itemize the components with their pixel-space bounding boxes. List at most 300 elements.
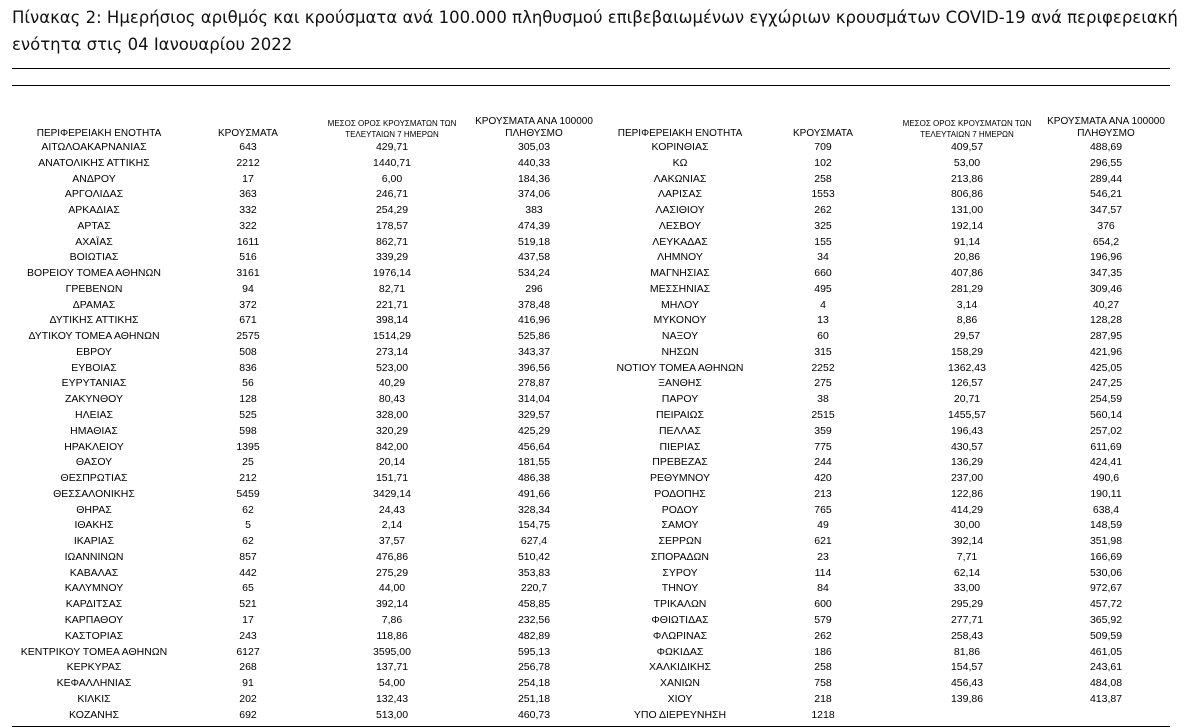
table-row bbox=[0, 298, 1184, 314]
left-per100k-cell: 254,18 bbox=[517, 677, 551, 690]
right-cases-cell: 765 bbox=[814, 503, 832, 516]
left-region-cell: ΘΕΣΣΑΛΟΝΙΚΗΣ bbox=[53, 487, 135, 500]
right-cases-cell: 495 bbox=[814, 282, 832, 295]
right-region-cell: ΧΙΟΥ bbox=[667, 692, 693, 705]
right-cases-cell: 218 bbox=[814, 692, 832, 705]
table-row bbox=[0, 140, 1184, 156]
table-row bbox=[0, 282, 1184, 298]
left-avg7-cell: 275,29 bbox=[375, 566, 409, 579]
right-per100k-cell: 484,08 bbox=[1089, 677, 1123, 690]
left-per100k-cell: 374,06 bbox=[517, 188, 551, 201]
left-cases-cell: 62 bbox=[242, 503, 254, 516]
left-per100k-cell: 396,56 bbox=[517, 361, 551, 374]
right-per100k-cell: 196,96 bbox=[1089, 251, 1123, 264]
right-cases-cell: 315 bbox=[814, 345, 832, 358]
right-avg7-cell: 192,14 bbox=[950, 219, 984, 232]
left-region-cell: ΑΙΤΩΛΟΑΚΑΡΝΑΝΙΑΣ bbox=[41, 141, 147, 153]
right-avg7-cell: 131,00 bbox=[950, 204, 984, 217]
left-region-cell: ΗΜΑΘΙΑΣ bbox=[70, 424, 118, 437]
left-per100k-cell: 491,66 bbox=[517, 487, 551, 500]
header-avg7-right: ΜΕΣΟΣ ΟΡΟΣ ΚΡΟΥΣΜΑΤΩΝ ΤΩΝ ΤΕΛΕΥΤΑΙΩΝ 7 ΗΜΕΡΩΝ bbox=[902, 119, 1032, 139]
left-cases-cell: 332 bbox=[239, 204, 257, 217]
left-region-cell: ΚΑΛΥΜΝΟΥ bbox=[64, 582, 124, 595]
right-per100k-cell: 546,21 bbox=[1089, 188, 1123, 201]
right-per100k-cell: 296,55 bbox=[1089, 156, 1123, 169]
left-per100k-cell: 383 bbox=[525, 204, 543, 217]
right-avg7-cell: 62,14 bbox=[953, 566, 981, 579]
right-per100k-cell: 347,35 bbox=[1089, 267, 1123, 280]
right-per100k-cell: 972,67 bbox=[1089, 582, 1123, 595]
right-cases-cell: 258 bbox=[814, 172, 832, 185]
table-row bbox=[0, 550, 1184, 566]
right-cases-cell: 1553 bbox=[811, 188, 835, 201]
left-cases-cell: 5459 bbox=[236, 487, 260, 500]
header-cases-right: ΚΡΟΥΣΜΑΤΑ bbox=[793, 128, 853, 139]
left-avg7-cell: 246,71 bbox=[375, 188, 409, 201]
right-per100k-cell: 254,59 bbox=[1089, 393, 1123, 406]
right-region-cell: ΜΕΣΣΗΝΙΑΣ bbox=[649, 282, 711, 295]
left-per100k-cell: 525,86 bbox=[517, 330, 551, 343]
left-per100k-cell: 353,83 bbox=[517, 566, 551, 579]
table-row bbox=[0, 361, 1184, 377]
table-row bbox=[0, 597, 1184, 613]
left-region-cell: ΗΛΕΙΑΣ bbox=[74, 409, 113, 422]
right-per100k-cell: 365,92 bbox=[1089, 613, 1123, 626]
left-region-cell: ΚΕΡΚΥΡΑΣ bbox=[66, 661, 122, 674]
left-per100k-cell: 220,7 bbox=[520, 582, 548, 595]
left-region-cell: ΙΚΑΡΙΑΣ bbox=[73, 535, 115, 548]
table-row bbox=[0, 503, 1184, 519]
left-region-cell: ΚΑΡΔΙΤΣΑΣ bbox=[65, 598, 123, 611]
left-avg7-cell: 328,00 bbox=[375, 409, 409, 422]
left-cases-cell: 508 bbox=[239, 345, 257, 358]
right-avg7-cell: 53,00 bbox=[953, 156, 981, 169]
left-region-cell: ΔΥΤΙΚΟΥ ΤΟΜΕΑ ΑΘΗΝΩΝ bbox=[28, 330, 160, 343]
right-cases-cell: 155 bbox=[814, 235, 832, 248]
left-region-cell: ΚΑΡΠΑΘΟΥ bbox=[64, 613, 124, 626]
table-row bbox=[0, 534, 1184, 550]
left-region-cell: ΖΑΚΥΝΘΟΥ bbox=[64, 393, 123, 406]
right-region-cell: ΝΗΣΩΝ bbox=[661, 345, 699, 358]
right-per100k-cell: 488,69 bbox=[1089, 141, 1123, 153]
left-avg7-cell: 1514,29 bbox=[373, 330, 411, 343]
right-cases-cell: 60 bbox=[817, 330, 829, 343]
left-cases-cell: 372 bbox=[239, 298, 257, 311]
right-region-cell: ΛΑΚΩΝΙΑΣ bbox=[653, 172, 707, 185]
left-per100k-cell: 232,56 bbox=[517, 613, 551, 626]
table-row bbox=[0, 392, 1184, 408]
right-cases-cell: 84 bbox=[817, 582, 829, 595]
right-region-cell: ΤΗΝΟΥ bbox=[661, 582, 699, 595]
right-region-cell: ΡΟΔΟΥ bbox=[661, 503, 699, 516]
data-table bbox=[0, 140, 1184, 723]
right-avg7-cell: 139,86 bbox=[950, 692, 984, 705]
right-per100k-cell: 128,28 bbox=[1089, 314, 1123, 327]
left-cases-cell: 6127 bbox=[236, 645, 260, 658]
left-cases-cell: 322 bbox=[239, 219, 257, 232]
left-avg7-cell: 80,43 bbox=[378, 393, 406, 406]
right-avg7-cell: 122,86 bbox=[950, 487, 984, 500]
header-per100k-right: ΚΡΟΥΣΜΑΤΑ ΑΝΑ 100000 ΠΛΗΘΥΣΜΟ bbox=[1047, 116, 1165, 139]
left-cases-cell: 1395 bbox=[236, 440, 260, 453]
table-row bbox=[0, 345, 1184, 361]
table-row bbox=[0, 613, 1184, 629]
left-avg7-cell: 40,29 bbox=[378, 377, 406, 390]
left-per100k-cell: 437,58 bbox=[517, 251, 551, 264]
header-per100k-left: ΚΡΟΥΣΜΑΤΑ ΑΝΑ 100000 ΠΛΗΘΥΣΜΟ bbox=[475, 116, 593, 139]
table-row bbox=[0, 708, 1184, 724]
left-region-cell: ΙΘΑΚΗΣ bbox=[74, 519, 114, 532]
left-cases-cell: 442 bbox=[239, 566, 257, 579]
table-row bbox=[0, 219, 1184, 235]
right-cases-cell: 775 bbox=[814, 440, 832, 453]
right-per100k-cell: 243,61 bbox=[1089, 661, 1123, 674]
right-per100k-cell: 424,41 bbox=[1089, 456, 1123, 469]
right-cases-cell: 2252 bbox=[811, 361, 835, 374]
right-cases-cell: 2515 bbox=[811, 409, 835, 422]
left-cases-cell: 2212 bbox=[236, 156, 260, 169]
left-per100k-cell: 296 bbox=[525, 282, 543, 295]
table-row bbox=[0, 440, 1184, 456]
left-per100k-cell: 256,78 bbox=[517, 661, 551, 674]
table-row bbox=[0, 156, 1184, 172]
right-region-cell: ΞΑΝΘΗΣ bbox=[658, 377, 702, 390]
right-per100k-cell: 148,59 bbox=[1089, 519, 1123, 532]
right-region-cell: ΠΡΕΒΕΖΑΣ bbox=[652, 456, 708, 469]
right-cases-cell: 758 bbox=[814, 677, 832, 690]
table-title: Πίνακας 2: Ημερήσιος αριθμός και κρούσματα ανά 100.000 πληθυσμού επιβεβαιωμένων εγχώριων κρουσμάτων COVID-19 ανά περιφερειακή ενότητα στις 04 Ιανουαρίου 2022 bbox=[12, 8, 1178, 54]
header-region-right: ΠΕΡΙΦΕΡΕΙΑΚΗ ΕΝΟΤΗΤΑ bbox=[617, 128, 743, 139]
right-cases-cell: 23 bbox=[817, 550, 829, 563]
right-avg7-cell: 20,71 bbox=[953, 393, 981, 406]
right-per100k-cell: 654,2 bbox=[1092, 235, 1120, 248]
right-avg7-cell: 407,86 bbox=[950, 267, 984, 280]
left-per100k-cell: 474,39 bbox=[517, 219, 551, 232]
right-region-cell: ΡΟΔΟΠΗΣ bbox=[654, 487, 706, 500]
table-row bbox=[0, 408, 1184, 424]
table-row bbox=[0, 250, 1184, 266]
right-per100k-cell: 413,87 bbox=[1089, 692, 1123, 705]
header-avg7-left: ΜΕΣΟΣ ΟΡΟΣ ΚΡΟΥΣΜΑΤΩΝ ΤΩΝ ΤΕΛΕΥΤΑΙΩΝ 7 ΗΜΕΡΩΝ bbox=[327, 119, 457, 139]
left-region-cell: ΑΧΑΪΑΣ bbox=[75, 235, 113, 248]
left-cases-cell: 56 bbox=[242, 377, 254, 390]
left-region-cell: ΕΥΒΟΙΑΣ bbox=[71, 361, 117, 374]
right-per100k-cell: 425,05 bbox=[1089, 361, 1123, 374]
right-avg7-cell: 295,29 bbox=[950, 598, 984, 611]
left-region-cell: ΔΡΑΜΑΣ bbox=[72, 298, 116, 311]
table-row bbox=[0, 660, 1184, 676]
right-region-cell: ΡΕΘΥΜΝΟΥ bbox=[649, 472, 710, 485]
right-cases-cell: 709 bbox=[814, 141, 832, 153]
table-row bbox=[0, 487, 1184, 503]
left-region-cell: ΚΑΒΑΛΑΣ bbox=[69, 566, 119, 579]
right-per100k-cell: 289,44 bbox=[1089, 172, 1123, 185]
right-avg7-cell: 414,29 bbox=[950, 503, 984, 516]
right-per100k-cell: 287,95 bbox=[1089, 330, 1123, 343]
left-avg7-cell: 3595,00 bbox=[373, 645, 411, 658]
left-cases-cell: 836 bbox=[239, 361, 257, 374]
left-per100k-cell: 278,87 bbox=[517, 377, 551, 390]
right-cases-cell: 359 bbox=[814, 424, 832, 437]
left-per100k-cell: 456,64 bbox=[517, 440, 551, 453]
left-per100k-cell: 458,85 bbox=[517, 598, 551, 611]
left-region-cell: ΕΥΡΥΤΑΝΙΑΣ bbox=[61, 377, 127, 390]
right-cases-cell: 325 bbox=[814, 219, 832, 232]
header-region-left: ΠΕΡΙΦΕΡΕΙΑΚΗ ΕΝΟΤΗΤΑ bbox=[36, 128, 162, 139]
right-avg7-cell: 158,29 bbox=[950, 345, 984, 358]
right-avg7-cell: 213,86 bbox=[950, 172, 984, 185]
left-cases-cell: 643 bbox=[239, 141, 257, 153]
right-avg7-cell: 409,57 bbox=[950, 141, 984, 153]
right-avg7-cell: 258,43 bbox=[950, 629, 984, 642]
left-cases-cell: 671 bbox=[239, 314, 257, 327]
right-region-cell: ΛΑΣΙΘΙΟΥ bbox=[655, 204, 705, 217]
right-avg7-cell: 281,29 bbox=[950, 282, 984, 295]
table-row bbox=[0, 566, 1184, 582]
left-per100k-cell: 440,33 bbox=[517, 156, 551, 169]
left-per100k-cell: 595,13 bbox=[517, 645, 551, 658]
right-avg7-cell: 29,57 bbox=[953, 330, 981, 343]
left-avg7-cell: 513,00 bbox=[375, 708, 409, 721]
right-cases-cell: 38 bbox=[817, 393, 829, 406]
left-avg7-cell: 392,14 bbox=[375, 598, 409, 611]
right-per100k-cell: 257,02 bbox=[1089, 424, 1123, 437]
left-avg7-cell: 137,71 bbox=[375, 661, 409, 674]
right-per100k-cell: 611,69 bbox=[1090, 440, 1122, 453]
right-avg7-cell: 20,86 bbox=[953, 251, 981, 264]
table-row bbox=[0, 518, 1184, 534]
left-region-cell: ΓΡΕΒΕΝΩΝ bbox=[65, 282, 123, 295]
right-avg7-cell: 196,43 bbox=[950, 424, 984, 437]
right-avg7-cell: 81,86 bbox=[953, 645, 981, 658]
table-row bbox=[0, 471, 1184, 487]
left-per100k-cell: 425,29 bbox=[517, 424, 551, 437]
left-avg7-cell: 842,00 bbox=[375, 440, 409, 453]
right-per100k-cell: 530,06 bbox=[1089, 566, 1123, 579]
right-cases-cell: 420 bbox=[814, 472, 832, 485]
right-per100k-cell: 376 bbox=[1097, 219, 1115, 232]
left-region-cell: ΑΝΔΡΟΥ bbox=[72, 172, 116, 185]
right-per100k-cell: 309,46 bbox=[1089, 282, 1123, 295]
right-region-cell: ΣΠΟΡΑΔΩΝ bbox=[651, 550, 709, 563]
right-region-cell: ΜΗΛΟΥ bbox=[661, 298, 699, 311]
left-region-cell: ΒΟΙΩΤΙΑΣ bbox=[69, 251, 119, 264]
right-avg7-cell: 237,00 bbox=[950, 472, 984, 485]
left-cases-cell: 17 bbox=[242, 613, 254, 626]
left-cases-cell: 598 bbox=[239, 424, 257, 437]
left-avg7-cell: 37,57 bbox=[378, 535, 406, 548]
right-region-cell: ΣΥΡΟΥ bbox=[662, 566, 698, 579]
left-region-cell: ΚΕΝΤΡΙΚΟΥ ΤΟΜΕΑ ΑΘΗΝΩΝ bbox=[20, 645, 168, 658]
table-row bbox=[0, 172, 1184, 188]
right-region-cell: ΥΠΟ ΔΙΕΡΕΥΝΗΣΗ bbox=[633, 708, 727, 721]
right-cases-cell: 262 bbox=[814, 629, 832, 642]
right-region-cell: ΧΑΛΚΙΔΙΚΗΣ bbox=[649, 661, 711, 674]
table-row bbox=[0, 203, 1184, 219]
right-per100k-cell: 247,25 bbox=[1089, 377, 1123, 390]
left-avg7-cell: 44,00 bbox=[378, 582, 406, 595]
left-per100k-cell: 305,03 bbox=[517, 141, 551, 153]
right-cases-cell: 114 bbox=[814, 566, 832, 579]
left-avg7-cell: 398,14 bbox=[375, 314, 409, 327]
left-avg7-cell: 54,00 bbox=[378, 677, 406, 690]
table-row bbox=[0, 676, 1184, 692]
right-cases-cell: 102 bbox=[814, 156, 832, 169]
left-cases-cell: 268 bbox=[239, 661, 257, 674]
left-region-cell: ΕΒΡΟΥ bbox=[76, 345, 112, 358]
left-cases-cell: 65 bbox=[242, 582, 254, 595]
left-avg7-cell: 1976,14 bbox=[373, 267, 411, 280]
right-region-cell: ΣΑΜΟΥ bbox=[661, 519, 699, 532]
right-region-cell: ΛΕΣΒΟΥ bbox=[658, 219, 702, 232]
left-per100k-cell: 486,38 bbox=[517, 472, 551, 485]
right-cases-cell: 213 bbox=[814, 487, 832, 500]
right-avg7-cell: 136,29 bbox=[950, 456, 984, 469]
right-cases-cell: 34 bbox=[817, 251, 829, 264]
right-avg7-cell: 430,57 bbox=[950, 440, 984, 453]
left-avg7-cell: 221,71 bbox=[375, 298, 409, 311]
right-region-cell: ΦΘΙΩΤΙΔΑΣ bbox=[651, 613, 709, 626]
table-row bbox=[0, 424, 1184, 440]
left-avg7-cell: 862,71 bbox=[375, 235, 409, 248]
left-avg7-cell: 429,71 bbox=[375, 141, 409, 153]
left-region-cell: ΘΕΣΠΡΩΤΙΑΣ bbox=[60, 472, 128, 485]
left-avg7-cell: 320,29 bbox=[375, 424, 409, 437]
right-per100k-cell: 190,11 bbox=[1090, 487, 1122, 500]
right-per100k-cell: 166,69 bbox=[1089, 550, 1123, 563]
right-avg7-cell: 1455,57 bbox=[948, 409, 986, 422]
table-row bbox=[0, 581, 1184, 597]
left-cases-cell: 243 bbox=[239, 629, 257, 642]
right-avg7-cell: 3,14 bbox=[956, 298, 978, 311]
left-cases-cell: 1611 bbox=[236, 235, 260, 248]
right-avg7-cell: 7,71 bbox=[956, 550, 978, 563]
table-row bbox=[0, 645, 1184, 661]
left-region-cell: ΘΑΣΟΥ bbox=[75, 456, 113, 469]
left-cases-cell: 3161 bbox=[236, 267, 260, 280]
right-avg7-cell: 277,71 bbox=[950, 613, 984, 626]
right-avg7-cell: 154,57 bbox=[950, 661, 984, 674]
right-avg7-cell: 126,57 bbox=[950, 377, 984, 390]
left-region-cell: ΔΥΤΙΚΗΣ ΑΤΤΙΚΗΣ bbox=[49, 314, 139, 327]
left-region-cell: ΚΙΛΚΙΣ bbox=[77, 692, 111, 705]
left-region-cell: ΒΟΡΕΙΟΥ ΤΟΜΕΑ ΑΘΗΝΩΝ bbox=[27, 267, 161, 280]
table-row bbox=[0, 376, 1184, 392]
left-per100k-cell: 627,4 bbox=[520, 535, 548, 548]
top-rule bbox=[12, 68, 1170, 69]
left-per100k-cell: 181,55 bbox=[517, 456, 551, 469]
left-region-cell: ΑΡΚΑΔΙΑΣ bbox=[68, 204, 120, 217]
left-region-cell: ΑΝΑΤΟΛΙΚΗΣ ΑΤΤΙΚΗΣ bbox=[38, 156, 150, 169]
right-region-cell: ΣΕΡΡΩΝ bbox=[658, 535, 702, 548]
right-cases-cell: 258 bbox=[814, 661, 832, 674]
right-cases-cell: 1218 bbox=[811, 708, 835, 721]
left-region-cell: ΑΡΓΟΛΙΔΑΣ bbox=[64, 188, 124, 201]
left-cases-cell: 91 bbox=[242, 677, 254, 690]
left-region-cell: ΚΕΦΑΛΛΗΝΙΑΣ bbox=[56, 677, 132, 690]
table-row bbox=[0, 235, 1184, 251]
left-cases-cell: 5 bbox=[245, 519, 251, 532]
left-per100k-cell: 460,73 bbox=[517, 708, 551, 721]
left-per100k-cell: 416,96 bbox=[517, 314, 551, 327]
right-region-cell: ΚΟΡΙΝΘΙΑΣ bbox=[651, 141, 709, 153]
table-row bbox=[0, 692, 1184, 708]
left-cases-cell: 525 bbox=[239, 409, 257, 422]
left-avg7-cell: 273,14 bbox=[375, 345, 409, 358]
left-per100k-cell: 184,36 bbox=[517, 172, 551, 185]
left-per100k-cell: 534,24 bbox=[517, 267, 551, 280]
left-avg7-cell: 82,71 bbox=[378, 282, 406, 295]
right-avg7-cell: 392,14 bbox=[950, 535, 984, 548]
left-avg7-cell: 476,86 bbox=[375, 550, 409, 563]
left-per100k-cell: 343,37 bbox=[517, 345, 551, 358]
left-per100k-cell: 328,34 bbox=[517, 503, 551, 516]
right-region-cell: ΠΑΡΟΥ bbox=[661, 393, 699, 406]
right-region-cell: ΜΥΚΟΝΟΥ bbox=[653, 314, 707, 327]
right-per100k-cell: 421,96 bbox=[1089, 345, 1123, 358]
right-avg7-cell: 91,14 bbox=[953, 235, 981, 248]
right-region-cell: ΤΡΙΚΑΛΩΝ bbox=[653, 598, 707, 611]
right-avg7-cell: 806,86 bbox=[950, 188, 984, 201]
table-row bbox=[0, 313, 1184, 329]
left-cases-cell: 521 bbox=[239, 598, 257, 611]
right-cases-cell: 4 bbox=[820, 298, 826, 311]
right-region-cell: ΝΑΞΟΥ bbox=[661, 330, 699, 343]
right-region-cell: ΠΕΛΛΑΣ bbox=[658, 424, 702, 437]
left-avg7-cell: 132,43 bbox=[375, 692, 409, 705]
bottom-rule bbox=[12, 726, 1170, 727]
right-avg7-cell: 456,43 bbox=[950, 677, 984, 690]
left-cases-cell: 128 bbox=[239, 393, 257, 406]
left-cases-cell: 692 bbox=[239, 708, 257, 721]
right-cases-cell: 244 bbox=[814, 456, 832, 469]
left-region-cell: ΗΡΑΚΛΕΙΟΥ bbox=[64, 440, 124, 453]
left-cases-cell: 25 bbox=[242, 456, 254, 469]
left-avg7-cell: 339,29 bbox=[375, 251, 409, 264]
left-per100k-cell: 251,18 bbox=[517, 692, 551, 705]
left-avg7-cell: 151,71 bbox=[375, 472, 409, 485]
right-avg7-cell: 8,86 bbox=[956, 314, 978, 327]
left-cases-cell: 857 bbox=[239, 550, 257, 563]
right-region-cell: ΚΩ bbox=[672, 156, 688, 169]
left-per100k-cell: 519,18 bbox=[517, 235, 551, 248]
left-avg7-cell: 3429,14 bbox=[373, 487, 411, 500]
right-region-cell: ΦΩΚΙΔΑΣ bbox=[656, 645, 704, 658]
left-region-cell: ΙΩΑΝΝΙΝΩΝ bbox=[64, 550, 124, 563]
left-cases-cell: 363 bbox=[239, 188, 257, 201]
header-rule bbox=[12, 85, 1170, 86]
left-region-cell: ΘΗΡΑΣ bbox=[76, 503, 112, 516]
left-cases-cell: 94 bbox=[242, 282, 254, 295]
left-cases-cell: 2575 bbox=[236, 330, 260, 343]
right-per100k-cell: 351,98 bbox=[1089, 535, 1123, 548]
left-cases-cell: 202 bbox=[239, 692, 257, 705]
left-per100k-cell: 482,89 bbox=[517, 629, 551, 642]
left-avg7-cell: 118,86 bbox=[376, 629, 408, 642]
right-cases-cell: 621 bbox=[814, 535, 832, 548]
left-avg7-cell: 2,14 bbox=[381, 519, 403, 532]
header-cases-left: ΚΡΟΥΣΜΑΤΑ bbox=[218, 128, 278, 139]
right-cases-cell: 600 bbox=[814, 598, 832, 611]
right-cases-cell: 262 bbox=[814, 204, 832, 217]
right-cases-cell: 49 bbox=[817, 519, 829, 532]
right-per100k-cell: 490,6 bbox=[1092, 472, 1120, 485]
left-per100k-cell: 154,75 bbox=[517, 519, 551, 532]
right-per100k-cell: 461,05 bbox=[1089, 645, 1123, 658]
left-cases-cell: 516 bbox=[239, 251, 257, 264]
table-row bbox=[0, 266, 1184, 282]
right-region-cell: ΧΑΝΙΩΝ bbox=[660, 677, 700, 690]
